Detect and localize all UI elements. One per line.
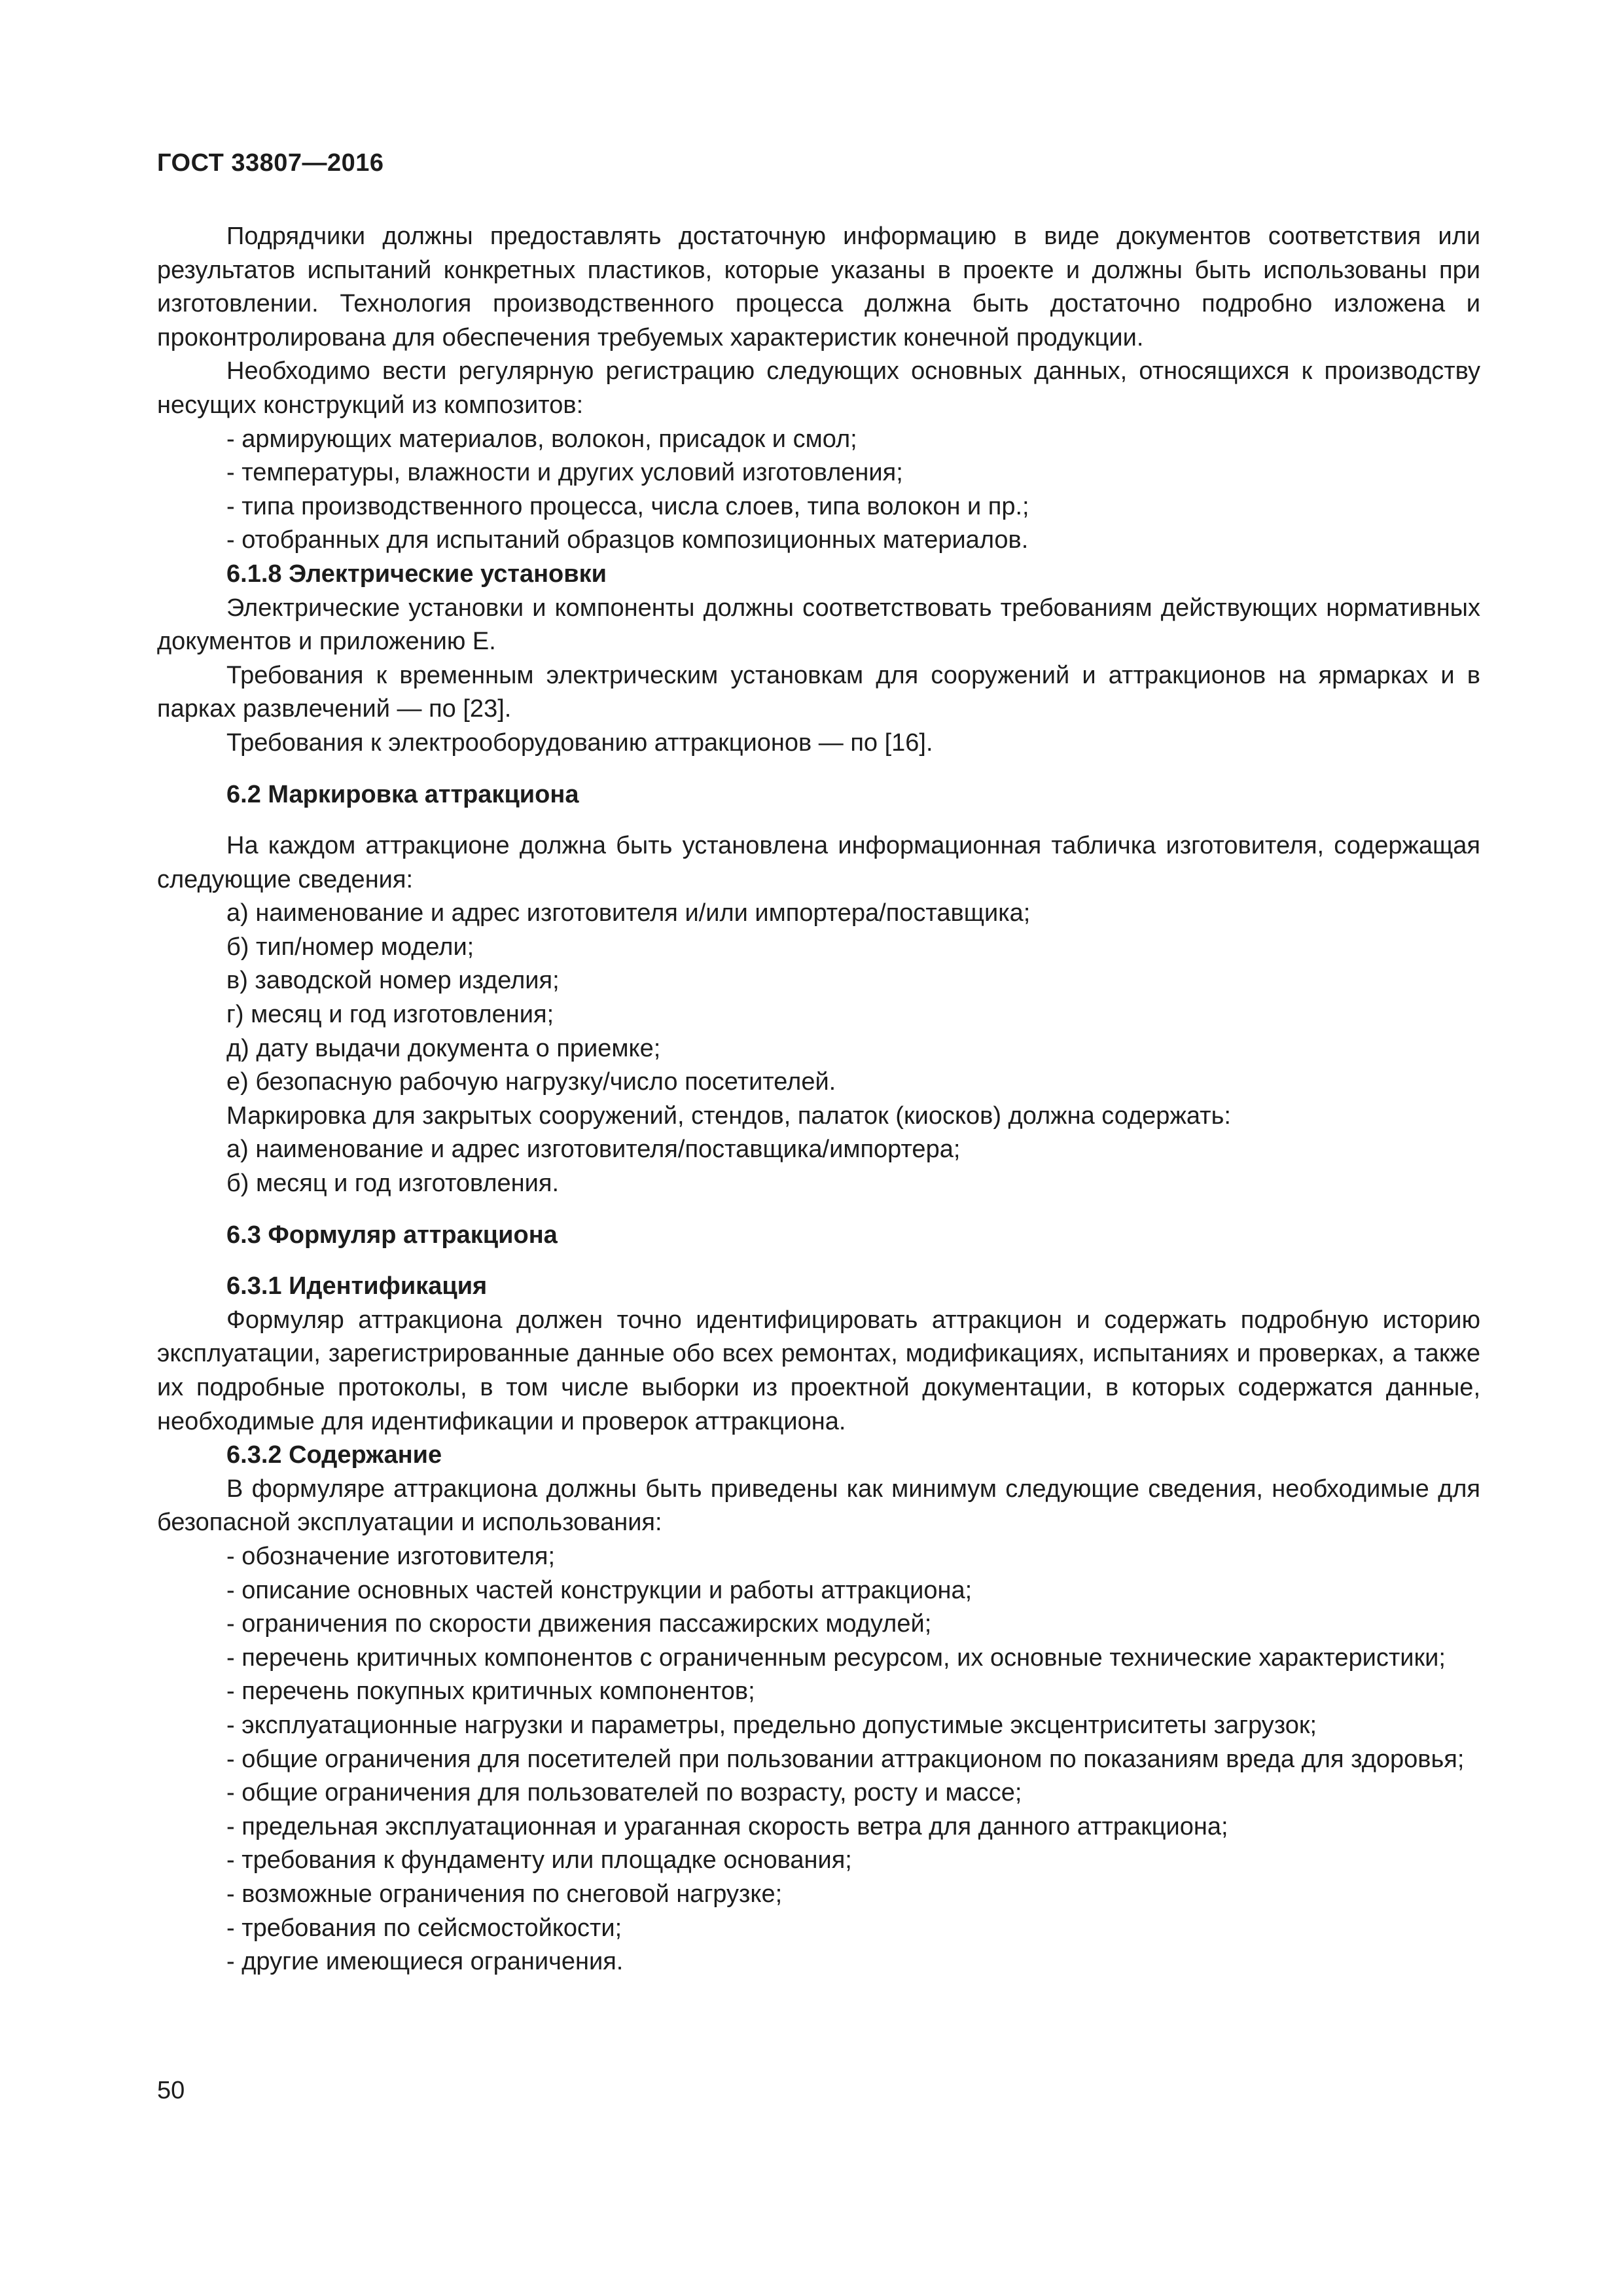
subsection-heading: 6.3.2 Содержание <box>226 1441 442 1469</box>
paragraph: Подрядчики должны предоставлять достаточную информацию в виде документов соответствия или результатов испытаний конкретных пластиков, которые указаны в проекте и должны быть использованы при изготовлении. Технология производственного процесса должна быть достаточно подробно изложена и проконтролирована для обеспечения требуемых характеристик конечной продукции. <box>157 223 1480 351</box>
list-item: - ограничения по скорости движения пассажирских модулей; <box>226 1610 932 1638</box>
paragraph: Требования к временным электрическим установкам для сооружений и аттракционов на ярмарках и в парках развлечений — по [23]. <box>157 661 1480 723</box>
list-item: - возможные ограничения по снеговой нагрузке; <box>226 1880 783 1908</box>
list-item: г) месяц и год изготовления; <box>226 1001 554 1029</box>
list-item: - температуры, влажности и других условий изготовления; <box>226 459 903 487</box>
list-item: - эксплуатационные нагрузки и параметры, предельно допустимые эксцентриситеты загрузок; <box>226 1711 1317 1739</box>
section-heading: 6.3 Формуляр аттракциона <box>226 1221 558 1249</box>
list-item: е) безопасную рабочую нагрузку/число посетителей. <box>226 1068 836 1096</box>
list-item: - требования по сейсмостойкости; <box>226 1914 622 1942</box>
paragraph: На каждом аттракционе должна быть установлена информационная табличка изготовителя, содержащая следующие сведения: <box>157 832 1480 893</box>
paragraph: Маркировка для закрытых сооружений, стендов, палаток (киосков) должна содержать: <box>226 1102 1231 1130</box>
list-item: - предельная эксплуатационная и ураганная скорость ветра для данного аттракциона; <box>226 1812 1228 1840</box>
list-item: - отобранных для испытаний образцов композиционных материалов. <box>226 526 1029 554</box>
section-heading: 6.2 Маркировка аттракциона <box>226 780 579 808</box>
list-item: - другие имеющиеся ограничения. <box>226 1948 624 1976</box>
list-item: б) месяц и год изготовления. <box>226 1170 560 1198</box>
list-item: - общие ограничения для пользователей по возрасту, росту и массе; <box>226 1779 1022 1807</box>
paragraph: Требования к электрооборудованию аттракционов — по [16]. <box>226 728 933 757</box>
paragraph: В формуляре аттракциона должны быть приведены как минимум следующие сведения, необходимые для безопасной эксплуатации и использования: <box>157 1475 1480 1537</box>
paragraph: Необходимо вести регулярную регистрацию следующих основных данных, относящихся к производству несущих конструкций из композитов: <box>157 357 1480 419</box>
list-item: - описание основных частей конструкции и работы аттракциона; <box>226 1576 972 1604</box>
subsection-heading: 6.1.8 Электрические установки <box>226 560 607 588</box>
page-number: 50 <box>157 2077 185 2104</box>
list-item: - перечень критичных компонентов с ограниченным ресурсом, их основные технические характеристики; <box>226 1643 1446 1672</box>
list-item: в) заводской номер изделия; <box>226 967 560 995</box>
list-item: - общие ограничения для посетителей при пользовании аттракционом по показаниям вреда для здоровья; <box>226 1745 1465 1773</box>
paragraph: Электрические установки и компоненты должны соответствовать требованиям действующих нормативных документов и приложению Е. <box>157 594 1480 656</box>
paragraph: Формуляр аттракциона должен точно идентифицировать аттракцион и содержать подробную историю эксплуатации, зарегистрированные данные обо всех ремонтах, модификациях, испытаниях и проверках, а также их подробные протоколы, в том числе выборки из проектной документации, в которых содержатся данные, необходимые для идентификации и проверок аттракциона. <box>157 1306 1480 1435</box>
list-item: б) тип/номер модели; <box>226 933 474 961</box>
document-header: ГОСТ 33807—2016 <box>157 149 384 177</box>
list-item: - требования к фундаменту или площадке основания; <box>226 1846 852 1874</box>
subsection-heading: 6.3.1 Идентификация <box>226 1272 488 1300</box>
list-item: - типа производственного процесса, числа слоев, типа волокон и пр.; <box>226 492 1029 520</box>
list-item: а) наименование и адрес изготовителя и/или импортера/поставщика; <box>226 899 1031 927</box>
list-item: д) дату выдачи документа о приемке; <box>226 1034 661 1062</box>
list-item: а) наименование и адрес изготовителя/поставщика/импортера; <box>226 1136 961 1164</box>
list-item: - обозначение изготовителя; <box>226 1542 556 1570</box>
document-body <box>157 220 1480 1979</box>
list-item: - армирующих материалов, волокон, присадок и смол; <box>226 425 857 453</box>
list-item: - перечень покупных критичных компонентов; <box>226 1677 755 1706</box>
